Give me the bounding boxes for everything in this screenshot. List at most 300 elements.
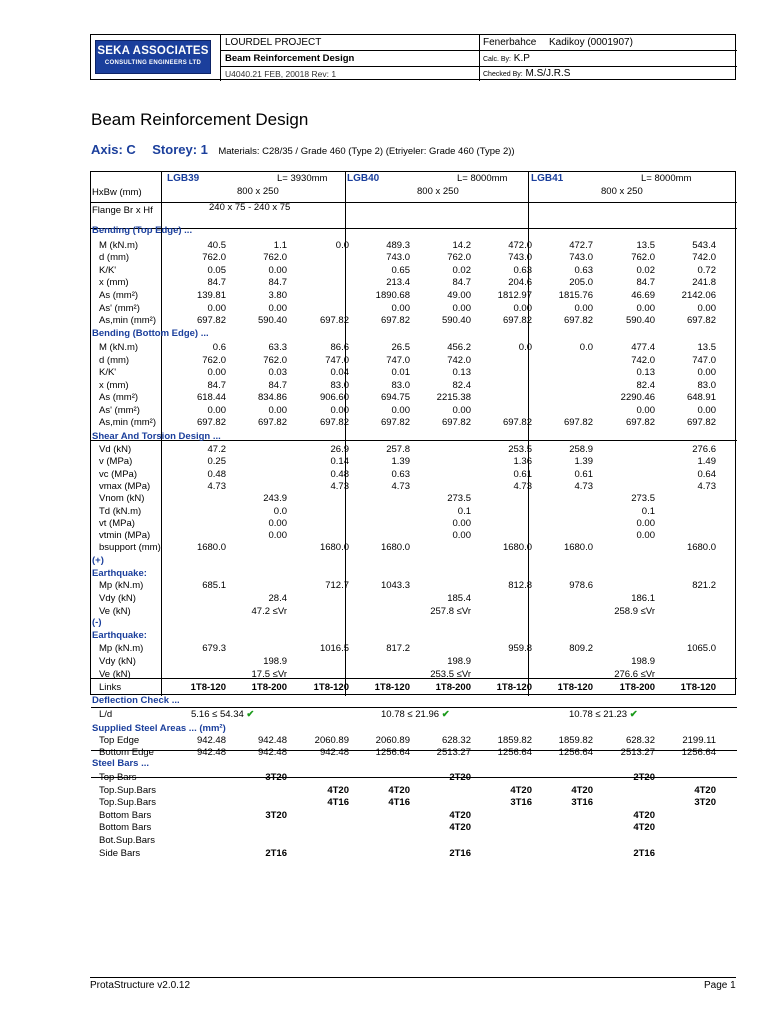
cell-value: 742.0 — [631, 355, 655, 366]
cell-value: 1.36 — [513, 456, 532, 467]
cell-value: 253.5 ≤Vr — [430, 669, 471, 680]
cell-value: 477.4 — [631, 342, 655, 353]
cell-value: 0.64 — [697, 469, 716, 480]
cell-value: 258.9 — [569, 444, 593, 455]
row-label: Side Bars — [99, 848, 141, 859]
row-label: As,min (mm²) — [99, 417, 156, 428]
cell-value: 743.0 — [569, 252, 593, 263]
cell-value: 959.8 — [508, 643, 532, 654]
company-logo — [95, 40, 211, 74]
cell-value: 628.32 — [441, 735, 471, 746]
cell-value: 697.82 — [686, 315, 716, 326]
cell-value: 1T8-120 — [313, 682, 349, 693]
row-label: Vdy (kN) — [99, 593, 136, 604]
cell-value: 697.82 — [686, 417, 716, 428]
cell-value: 17.5 ≤Vr — [251, 669, 287, 680]
section-top: Bending (Top Edge) ... — [92, 225, 193, 236]
cell-value: 0.13 — [452, 367, 471, 378]
section-eq_pos2: Earthquake: — [92, 568, 147, 579]
cell-value: 40.5 — [207, 240, 226, 251]
cell-value: 762.0 — [202, 252, 226, 263]
cell-value: 906.60 — [319, 392, 349, 403]
cell-value: 84.7 — [636, 277, 655, 288]
cell-value: 590.40 — [441, 315, 471, 326]
row-label: Top Edge — [99, 735, 140, 746]
cell-value: 812.8 — [508, 580, 532, 591]
section-bottom: Bending (Bottom Edge) ... — [92, 328, 209, 339]
cell-value: 2T20 — [449, 772, 471, 783]
cell-value: 0.72 — [697, 265, 716, 276]
row-label: K/K' — [99, 367, 117, 378]
row-label: Td (kN.m) — [99, 506, 142, 517]
cell-value: 1T8-120 — [557, 682, 593, 693]
calc-value: K.P — [513, 53, 530, 64]
cell-value: 762.0 — [263, 355, 287, 366]
logo-name: SEKA ASSOCIATES — [97, 45, 209, 57]
cell-value: 0.00 — [391, 303, 410, 314]
cell-value: 762.0 — [263, 252, 287, 263]
cell-value: 1890.68 — [375, 290, 410, 301]
cell-value: 204.6 — [508, 277, 532, 288]
row-label: Bottom Bars — [99, 822, 152, 833]
cell-value: 84.7 — [207, 380, 226, 391]
cell-value: 83.0 — [391, 380, 410, 391]
cell-value: 0.65 — [391, 265, 410, 276]
cell-value: 2T16 — [265, 848, 287, 859]
cell-value: 3T20 — [694, 797, 716, 808]
cell-value: 13.5 — [697, 342, 716, 353]
cell-value: 697.82 — [563, 315, 593, 326]
cell-value: 1016.5 — [319, 643, 349, 654]
cell-value: 1256.64 — [558, 747, 593, 758]
cell-value: 1680.0 — [319, 542, 349, 553]
cell-value: 2T16 — [449, 848, 471, 859]
check-icon: ✔ — [246, 709, 255, 720]
calc-label: Calc. By: — [483, 56, 512, 63]
cell-value: 4T20 — [633, 810, 655, 821]
cell-value: 213.4 — [386, 277, 410, 288]
row-label: Bottom Bars — [99, 810, 152, 821]
cell-value: 1065.0 — [686, 643, 716, 654]
cell-value: 590.40 — [257, 315, 287, 326]
cell-value: 4T20 — [571, 785, 593, 796]
cell-value: 84.7 — [452, 277, 471, 288]
software-footer: ProtaStructure v2.0.12 — [90, 980, 191, 991]
row-label: Mp (kN.m) — [99, 580, 144, 591]
cell-value: 1812.97 — [497, 290, 532, 301]
row-label: d (mm) — [99, 252, 130, 263]
cell-value: 809.2 — [569, 643, 593, 654]
client-name: Fenerbahce — [483, 37, 537, 48]
deflection-value: 10.78 ≤ 21.23 ✔ — [569, 709, 638, 720]
cell-value: 1680.0 — [502, 542, 532, 553]
cell-value: 742.0 — [692, 252, 716, 263]
cell-value: 762.0 — [202, 355, 226, 366]
cell-value: 697.82 — [196, 417, 226, 428]
cell-value: 0.00 — [452, 303, 471, 314]
cell-value: 0.00 — [452, 518, 471, 529]
cell-value: 697.82 — [319, 315, 349, 326]
cell-value: 4.73 — [697, 481, 716, 492]
cell-value: 742.0 — [447, 355, 471, 366]
cell-value: 0.0 — [335, 240, 349, 251]
cell-value: 1859.82 — [497, 735, 532, 746]
cell-value: 84.7 — [207, 277, 226, 288]
row-label: As' (mm²) — [99, 303, 140, 314]
cell-value: 4.73 — [330, 481, 349, 492]
cell-value: 63.3 — [268, 342, 287, 353]
cell-value: 2513.27 — [620, 747, 655, 758]
row-label: Ve (kN) — [99, 606, 131, 617]
cell-value: 1T8-120 — [496, 682, 532, 693]
section-supplied: Supplied Steel Areas ... (mm²) — [92, 723, 226, 734]
cell-value: 697.82 — [257, 417, 287, 428]
cell-value: 3.80 — [268, 290, 287, 301]
cell-value: 0.00 — [574, 303, 593, 314]
check-icon: ✔ — [629, 709, 638, 720]
cell-value: 3T16 — [571, 797, 593, 808]
cell-value: 489.3 — [386, 240, 410, 251]
cell-value: 241.8 — [692, 277, 716, 288]
cell-value: 0.61 — [513, 469, 532, 480]
cell-value: 0.1 — [457, 506, 471, 517]
cell-value: 1680.0 — [380, 542, 410, 553]
cell-value: 273.5 — [447, 493, 471, 504]
cell-value: 0.00 — [636, 405, 655, 416]
cell-value: 697.82 — [502, 315, 532, 326]
materials-text: Materials: C28/35 / Grade 460 (Type 2) (Etriyeler: Grade 460 (Type 2)) — [218, 146, 515, 157]
cell-value: 4T20 — [388, 785, 410, 796]
beam-name-LGB41: LGB41 — [531, 173, 564, 184]
beam-section-size: 800 x 250 — [417, 186, 459, 197]
cell-value: 648.91 — [686, 392, 716, 403]
cell-value: 762.0 — [447, 252, 471, 263]
cell-value: 0.6 — [212, 342, 226, 353]
flange-label: Flange Br x Hf — [92, 205, 153, 216]
cell-value: 205.0 — [569, 277, 593, 288]
cell-value: 0.03 — [268, 367, 287, 378]
cell-value: 0.00 — [207, 303, 226, 314]
beam-name-LGB40: LGB40 — [347, 173, 380, 184]
cell-value: 0.04 — [330, 367, 349, 378]
cell-value: 0.02 — [636, 265, 655, 276]
row-label: Top Bars — [99, 772, 137, 783]
row-label: vt (MPa) — [99, 518, 135, 529]
cell-value: 0.00 — [636, 518, 655, 529]
cell-value: 942.48 — [196, 735, 226, 746]
cell-value: 1.49 — [697, 456, 716, 467]
cell-value: 2290.46 — [620, 392, 655, 403]
design-table — [90, 171, 736, 859]
cell-value: 0.00 — [391, 405, 410, 416]
cell-value: 0.0 — [579, 342, 593, 353]
row-label: Ve (kN) — [99, 669, 131, 680]
row-label: Links — [99, 682, 122, 693]
cell-value: 4T20 — [327, 785, 349, 796]
cell-value: 0.00 — [636, 530, 655, 541]
cell-value: 2513.27 — [436, 747, 471, 758]
cell-value: 697.82 — [441, 417, 471, 428]
deflection-value: 10.78 ≤ 21.96 ✔ — [381, 709, 450, 720]
logo-tagline: CONSULTING ENGINEERS LTD — [104, 60, 202, 66]
cell-value: 978.6 — [569, 580, 593, 591]
checked-label: Checked By: — [483, 71, 523, 78]
row-label: Top.Sup.Bars — [99, 785, 157, 796]
row-label: As' (mm²) — [99, 405, 140, 416]
cell-value: 747.0 — [692, 355, 716, 366]
row-label: Mp (kN.m) — [99, 643, 144, 654]
flange-value: 240 x 75 - 240 x 75 — [209, 202, 291, 213]
row-label: Vnom (kN) — [99, 493, 145, 504]
document-ref: U4040.21 FEB, 20018 Rev: 1 — [225, 69, 337, 79]
cell-value: 1T8-120 — [374, 682, 410, 693]
cell-value: 0.48 — [330, 469, 349, 480]
section-eq_neg2: Earthquake: — [92, 630, 147, 641]
cell-value: 3T20 — [265, 772, 287, 783]
beam-length: L= 8000mm — [641, 173, 692, 184]
cell-value: 0.00 — [697, 367, 716, 378]
cell-value: 0.00 — [268, 265, 287, 276]
cell-value: 697.82 — [380, 417, 410, 428]
cell-value: 0.1 — [641, 506, 655, 517]
cell-value: 1859.82 — [558, 735, 593, 746]
checked-value: M.S/J.R.S — [525, 68, 571, 79]
cell-value: 942.48 — [257, 747, 287, 758]
cell-value: 697.82 — [625, 417, 655, 428]
cell-value: 28.4 — [268, 593, 287, 604]
beam-section-size: 800 x 250 — [237, 186, 279, 197]
cell-value: 198.9 — [263, 656, 287, 667]
cell-value: 3T20 — [265, 810, 287, 821]
cell-value: 4.73 — [391, 481, 410, 492]
cell-value: 0.61 — [574, 469, 593, 480]
cell-value: 83.0 — [697, 380, 716, 391]
cell-value: 186.1 — [631, 593, 655, 604]
cell-value: 49.00 — [447, 290, 471, 301]
cell-value: 276.6 — [692, 444, 716, 455]
project-name: LOURDEL PROJECT — [225, 37, 322, 48]
cell-value: 1T8-120 — [190, 682, 226, 693]
cell-value: 47.2 — [207, 444, 226, 455]
beam-section-size: 800 x 250 — [601, 186, 643, 197]
cell-value: 258.9 ≤Vr — [614, 606, 655, 617]
cell-value: 1256.64 — [497, 747, 532, 758]
cell-value: 628.32 — [625, 735, 655, 746]
cell-value: 0.00 — [207, 367, 226, 378]
hxbw-label: HxBw (mm) — [92, 187, 142, 198]
cell-value: 697.82 — [502, 417, 532, 428]
cell-value: 0.63 — [574, 265, 593, 276]
cell-value: 472.7 — [569, 240, 593, 251]
cell-value: 0.00 — [330, 405, 349, 416]
row-label: vc (MPa) — [99, 469, 137, 480]
cell-value: 84.7 — [268, 380, 287, 391]
beam-name-LGB39: LGB39 — [167, 173, 200, 184]
cell-value: 694.75 — [380, 392, 410, 403]
cell-value: 4T20 — [694, 785, 716, 796]
axis-storey-line — [91, 141, 515, 159]
cell-value: 456.2 — [447, 342, 471, 353]
cell-value: 0.25 — [207, 456, 226, 467]
page-number: Page 1 — [704, 980, 736, 991]
cell-value: 0.00 — [697, 303, 716, 314]
cell-value: 1.39 — [574, 456, 593, 467]
page-title: Beam Reinforcement Design — [91, 110, 309, 129]
cell-value: 0.48 — [207, 469, 226, 480]
cell-value: 834.86 — [257, 392, 287, 403]
cell-value: 543.4 — [692, 240, 716, 251]
row-label: As (mm²) — [99, 392, 139, 403]
row-label: Bot.Sup.Bars — [99, 835, 155, 846]
cell-value: 2215.38 — [436, 392, 471, 403]
cell-value: 139.81 — [196, 290, 226, 301]
cell-value: 679.3 — [202, 643, 226, 654]
row-label: Top.Sup.Bars — [99, 797, 157, 808]
cell-value: 0.63 — [513, 265, 532, 276]
cell-value: 618.44 — [196, 392, 226, 403]
cell-value: 4T20 — [633, 822, 655, 833]
cell-value: 697.82 — [319, 417, 349, 428]
cell-value: 2T20 — [633, 772, 655, 783]
cell-value: 1T8-200 — [435, 682, 471, 693]
cell-value: 185.4 — [447, 593, 471, 604]
cell-value: 13.5 — [636, 240, 655, 251]
row-label: M (kN.m) — [99, 342, 139, 353]
cell-value: 1.1 — [273, 240, 287, 251]
row-label: vmax (MPa) — [99, 481, 151, 492]
cell-value: 0.00 — [268, 303, 287, 314]
cell-value: 2199.11 — [682, 735, 716, 746]
section-deflection: Deflection Check ... — [92, 695, 180, 706]
cell-value: 1043.3 — [380, 580, 410, 591]
cell-value: 4.73 — [207, 481, 226, 492]
row-label: As,min (mm²) — [99, 315, 156, 326]
cell-value: 253.5 — [508, 444, 532, 455]
axis-label: Axis: C — [91, 142, 136, 157]
cell-value: 257.8 — [386, 444, 410, 455]
cell-value: 4T20 — [449, 810, 471, 821]
row-label: Vd (kN) — [99, 444, 132, 455]
cell-value: 47.2 ≤Vr — [251, 606, 287, 617]
cell-value: 198.9 — [631, 656, 655, 667]
row-label: As (mm²) — [99, 290, 139, 301]
cell-value: 942.48 — [196, 747, 226, 758]
row-label: v (MPa) — [99, 456, 133, 467]
cell-value: 0.00 — [268, 405, 287, 416]
cell-value: 4T20 — [449, 822, 471, 833]
cell-value: 276.6 ≤Vr — [614, 669, 655, 680]
cell-value: 1680.0 — [686, 542, 716, 553]
cell-value: 4.73 — [513, 481, 532, 492]
cell-value: 0.00 — [268, 530, 287, 541]
cell-value: 697.82 — [380, 315, 410, 326]
cell-value: 4T16 — [388, 797, 410, 808]
cell-value: 697.82 — [196, 315, 226, 326]
cell-value: 712.7 — [325, 580, 349, 591]
cell-value: 942.48 — [319, 747, 349, 758]
cell-value: 1256.64 — [375, 747, 410, 758]
cell-value: 0.14 — [330, 456, 349, 467]
cell-value: 942.48 — [257, 735, 287, 746]
row-label: x (mm) — [99, 277, 129, 288]
cell-value: 83.0 — [330, 380, 349, 391]
cell-value: 0.00 — [268, 518, 287, 529]
cell-value: 1256.64 — [681, 747, 716, 758]
cell-value: 0.00 — [636, 303, 655, 314]
row-label: vtmin (MPa) — [99, 530, 151, 541]
row-label: L/d — [99, 709, 113, 720]
row-label: Vdy (kN) — [99, 656, 136, 667]
cell-value: 472.0 — [508, 240, 532, 251]
storey-label: Storey: 1 — [152, 142, 208, 157]
cell-value: 0.63 — [391, 469, 410, 480]
row-label: bsupport (mm) — [99, 542, 161, 553]
cell-value: 1.39 — [391, 456, 410, 467]
row-label: K/K' — [99, 265, 117, 276]
cell-value: 0.0 — [518, 342, 532, 353]
cell-value: 82.4 — [636, 380, 655, 391]
cell-value: 1680.0 — [196, 542, 226, 553]
cell-value: 0.00 — [697, 405, 716, 416]
cell-value: 0.13 — [636, 367, 655, 378]
cell-value: 84.7 — [268, 277, 287, 288]
cell-value: 0.02 — [452, 265, 471, 276]
cell-value: 198.9 — [447, 656, 471, 667]
beam-length: L= 3930mm — [277, 173, 328, 184]
cell-value: 743.0 — [508, 252, 532, 263]
section-shear: Shear And Torsion Design ... — [92, 431, 221, 442]
header-block — [90, 34, 736, 80]
cell-value: 0.01 — [391, 367, 410, 378]
cell-value: 590.40 — [625, 315, 655, 326]
cell-value: 1680.0 — [563, 542, 593, 553]
deflection-value: 5.16 ≤ 54.34 ✔ — [191, 709, 255, 720]
check-icon: ✔ — [441, 709, 450, 720]
cell-value: 1T8-120 — [680, 682, 716, 693]
cell-value: 685.1 — [202, 580, 226, 591]
cell-value: 1815.76 — [558, 290, 593, 301]
row-label: M (kN.m) — [99, 240, 139, 251]
section-eq_pos: (+) — [92, 555, 104, 566]
cell-value: 243.9 — [263, 493, 287, 504]
cell-value: 0.05 — [207, 265, 226, 276]
cell-value: 2060.89 — [314, 735, 349, 746]
cell-value: 46.69 — [631, 290, 655, 301]
cell-value: 26.9 — [330, 444, 349, 455]
cell-value: 257.8 ≤Vr — [430, 606, 471, 617]
cell-value: 1T8-200 — [251, 682, 287, 693]
cell-value: 86.6 — [330, 342, 349, 353]
location: Kadikoy (0001907) — [549, 37, 633, 48]
cell-value: 14.2 — [452, 240, 471, 251]
beam-length: L= 8000mm — [457, 173, 508, 184]
cell-value: 0.00 — [513, 303, 532, 314]
cell-value: 82.4 — [452, 380, 471, 391]
cell-value: 817.2 — [386, 643, 410, 654]
cell-value: 2T16 — [633, 848, 655, 859]
cell-value: 747.0 — [325, 355, 349, 366]
row-label: Bottom Edge — [99, 747, 154, 758]
cell-value: 273.5 — [631, 493, 655, 504]
section-bars: Steel Bars ... — [92, 758, 150, 769]
cell-value: 0.00 — [207, 405, 226, 416]
row-label: d (mm) — [99, 355, 130, 366]
cell-value: 4T16 — [327, 797, 349, 808]
cell-value: 26.5 — [391, 342, 410, 353]
cell-value: 821.2 — [692, 580, 716, 591]
section-eq_neg: (-) — [92, 617, 102, 628]
cell-value: 4T20 — [510, 785, 532, 796]
